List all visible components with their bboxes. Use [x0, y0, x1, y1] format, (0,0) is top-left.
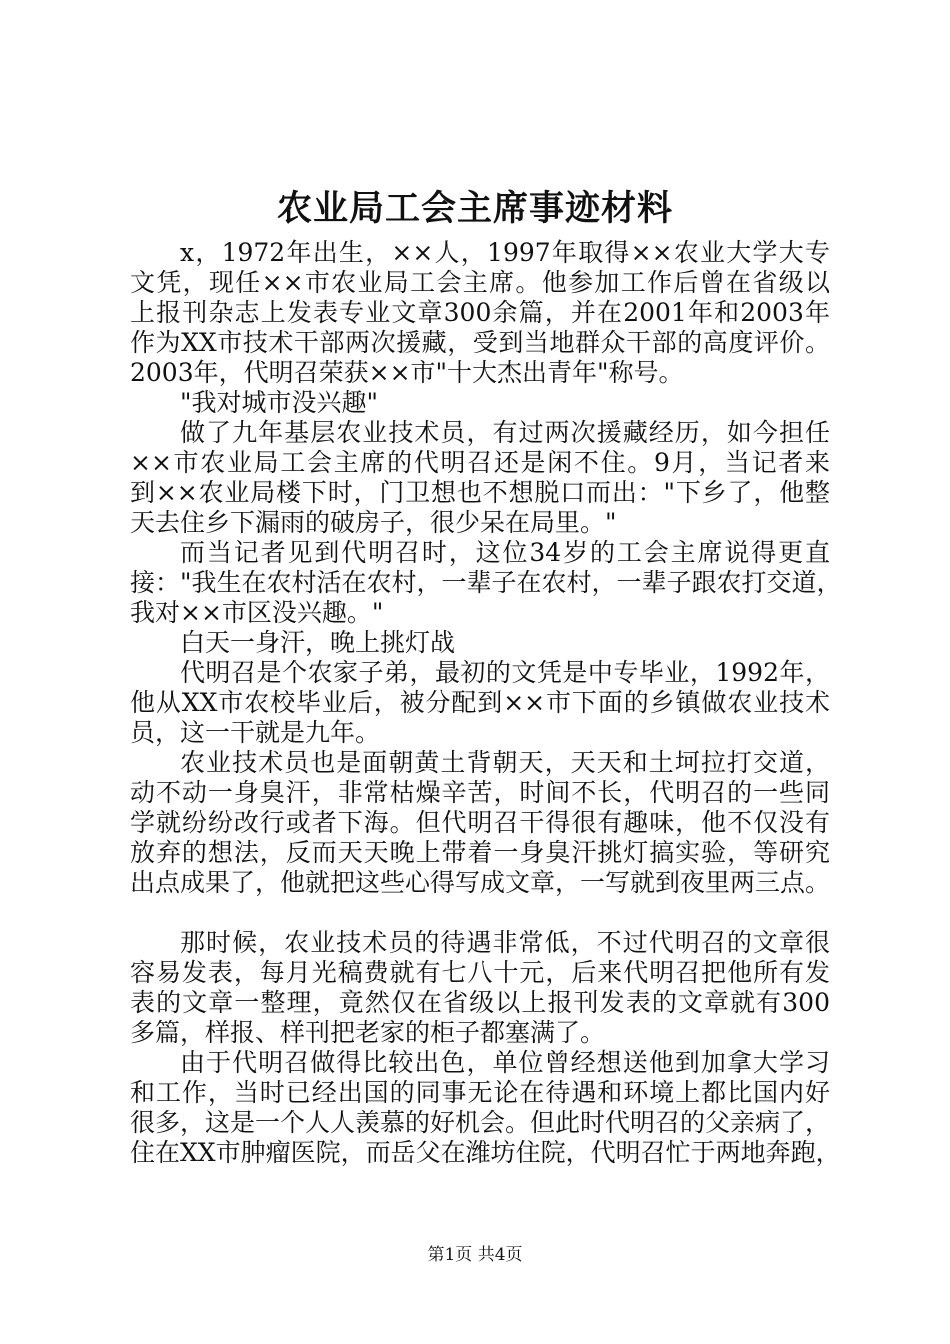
body-line: 我对××市区没兴趣。"	[130, 598, 384, 627]
body-line: 表的文章一整理，竟然仅在省级以上报刊发表的文章就有300	[130, 988, 830, 1017]
body-line: x，1972年出生，××人，1997年取得××农业大学大专	[180, 238, 830, 267]
document-body	[130, 238, 842, 1168]
section-heading: "我对城市没兴趣"	[180, 388, 378, 417]
paragraph-gap	[130, 898, 830, 928]
document-title: 农业局工会主席事迹材料	[276, 188, 673, 229]
body-line: 代明召是个农家子弟，最初的文凭是中专毕业，1992年，	[180, 658, 830, 687]
body-line: 而当记者见到代明召时，这位34岁的工会主席说得更直	[180, 538, 830, 567]
body-line: 2003年，代明召荣获××市"十大杰出青年"称号。	[130, 358, 684, 387]
body-line: 员，这一干就是九年。	[130, 718, 381, 747]
body-line: 住在XX市肿瘤医院，而岳父在潍坊住院，代明召忙于两地奔跑，	[130, 1138, 841, 1167]
body-line: ××市农业局工会主席的代明召还是闲不住。9月，当记者来	[130, 448, 830, 477]
body-line: 做了九年基层农业技术员，有过两次援藏经历，如今担任	[180, 418, 830, 447]
body-line: 接："我生在农村活在农村，一辈子在农村，一辈子跟农打交道，	[130, 568, 842, 597]
body-line: 农业技术员也是面朝黄土背朝天，天天和土坷拉打交道，	[180, 748, 830, 777]
body-line: 放弃的想法，反而天天晚上带着一身臭汗挑灯搞实验，等研究	[130, 838, 830, 867]
body-line: 作为XX市技术干部两次援藏，受到当地群众干部的高度评价。	[130, 328, 830, 357]
body-line: 他从XX市农校毕业后，被分配到××市下面的乡镇做农业技术	[130, 688, 830, 717]
body-line: 和工作，当时已经出国的同事无论在待遇和环境上都比国内好	[130, 1078, 830, 1107]
body-line: 天去住乡下漏雨的破房子，很少呆在局里。"	[130, 508, 617, 537]
body-line: 很多，这是一个人人羡慕的好机会。但此时代明召的父亲病了，	[130, 1108, 831, 1137]
body-line: 容易发表，每月光稿费就有七八十元，后来代明召把他所有发	[130, 958, 830, 987]
body-line: 到××农业局楼下时，门卫想也不想脱口而出："下乡了，他整	[130, 478, 830, 507]
body-line: 学就纷纷改行或者下海。但代明召干得很有趣味，他不仅没有	[130, 808, 830, 837]
page-number: 第1页 共4页	[427, 1245, 523, 1265]
body-line: 由于代明召做得比较出色，单位曾经想送他到加拿大学习	[180, 1048, 830, 1077]
body-line: 出点成果了，他就把这些心得写成文章，一写就到夜里两三点。	[130, 868, 831, 897]
body-line: 动不动一身臭汗，非常枯燥辛苦，时间不长，代明召的一些同	[130, 778, 830, 807]
section-heading: 白天一身汗，晚上挑灯战	[180, 628, 456, 657]
body-line: 文凭，现任××市农业局工会主席。他参加工作后曾在省级以	[130, 268, 830, 297]
body-line: 那时候，农业技术员的待遇非常低，不过代明召的文章很	[180, 928, 830, 957]
body-line: 多篇，样报、样刊把老家的柜子都塞满了。	[130, 1018, 606, 1047]
body-line: 上报刊杂志上发表专业文章300余篇，并在2001年和2003年	[130, 298, 830, 327]
